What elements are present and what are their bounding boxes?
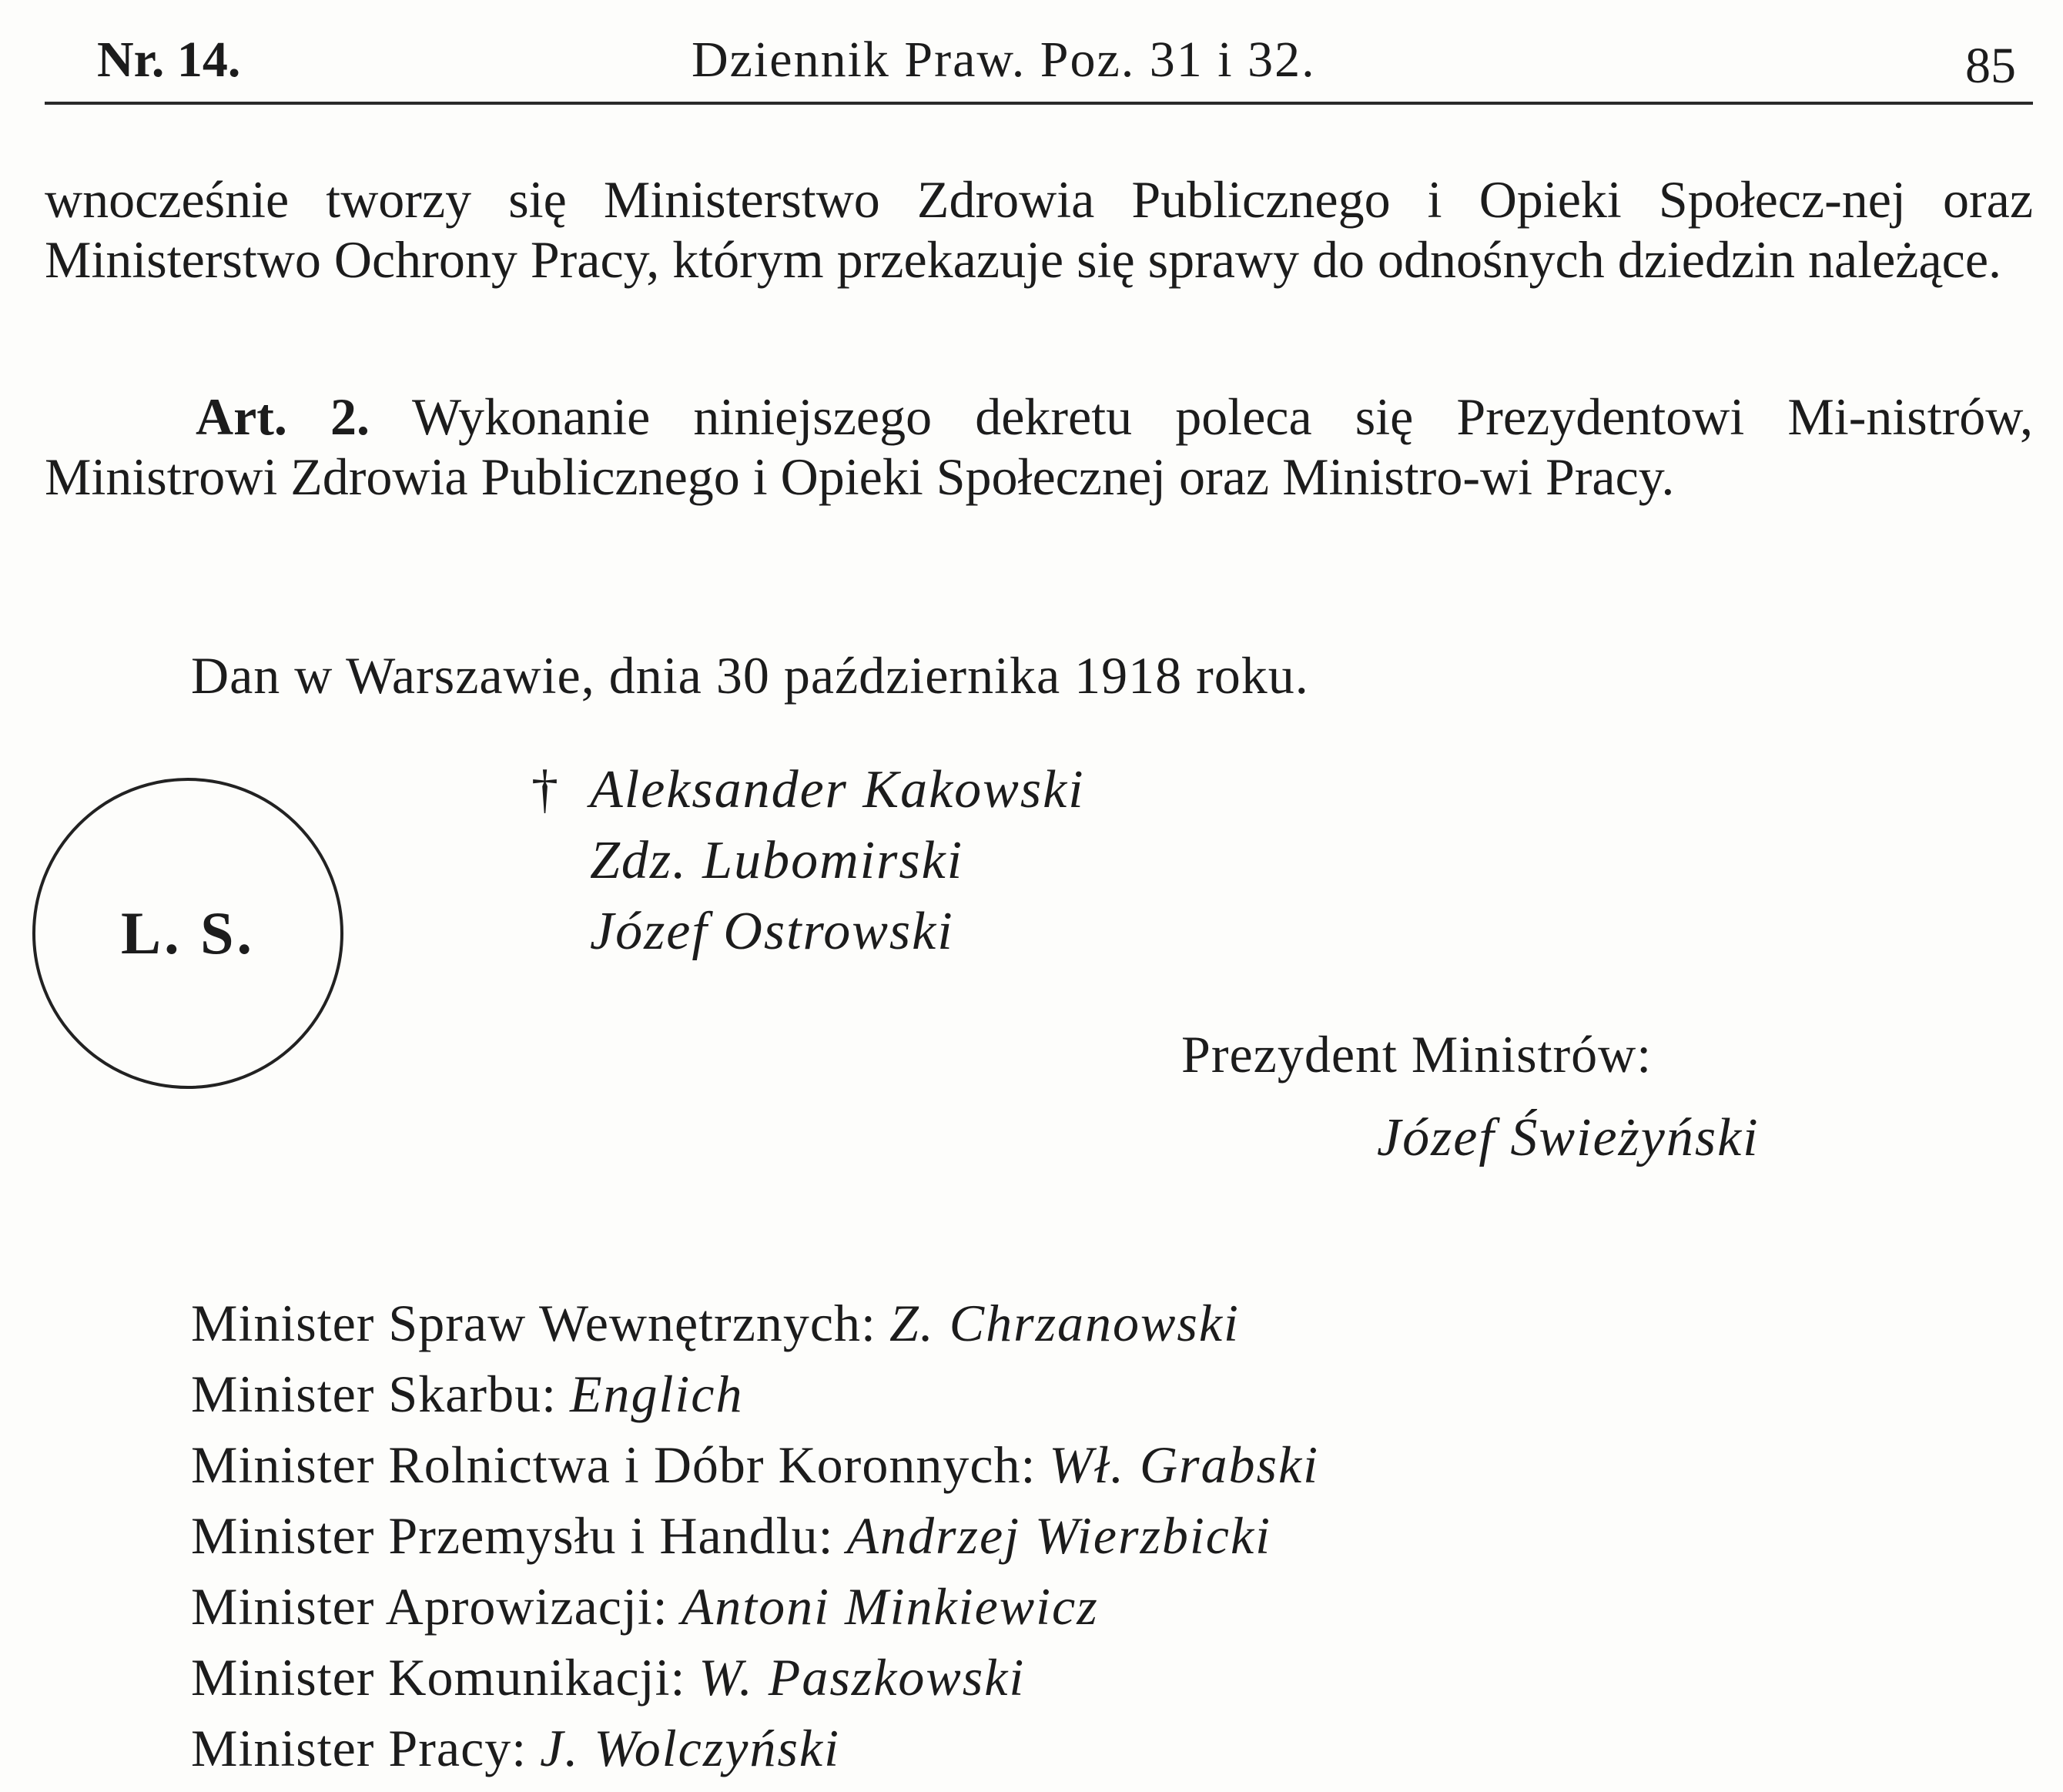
regency-council-signatures — [531, 755, 1085, 967]
seal-label: L. S. — [121, 899, 255, 966]
paragraph-continuation: wnocześnie tworzy się Ministerstwo Zdrowia Publicznego i Opieki Społecz-nej oraz Ministerstwo Ochrony Pracy, którym przekazuje się sprawy do odnośnych dziedzin należące. — [45, 170, 2033, 289]
signatory-name: Aleksander Kakowski — [590, 760, 1085, 819]
dated-line: Dan w Warszawie, dnia 30 października 1918 roku. — [191, 646, 1309, 705]
minister-row — [191, 1429, 1319, 1500]
page-number: 85 — [1965, 38, 2016, 94]
signatory-name: Józef Ostrowski — [590, 902, 954, 961]
article-2-text: Wykonanie niniejszego dekretu poleca się Prezydentowi Mi-nistrów, Ministrowi Zdrowia Publicznego i Opieki Społecznej oraz Ministro-wi Pracy. — [45, 387, 2033, 506]
minister-row — [191, 1642, 1319, 1713]
minister-row — [191, 1500, 1319, 1571]
minister-office: Minister Skarbu: — [191, 1365, 557, 1423]
president-signature: Józef Świeżyński — [1377, 1108, 1760, 1167]
article-2-paragraph — [45, 387, 2033, 507]
minister-office: Minister Spraw Wewnętrznych: — [191, 1294, 876, 1352]
minister-office: Minister Pracy: — [191, 1719, 527, 1777]
minister-name: Antoni Minkiewicz — [681, 1577, 1099, 1636]
minister-row — [191, 1713, 1319, 1784]
signature-row — [531, 755, 1085, 826]
minister-office: Minister Komunikacji: — [191, 1648, 686, 1707]
article-2-label: Art. 2. — [196, 387, 370, 446]
minister-name: J. Wolczyński — [540, 1719, 840, 1777]
minister-name: W. Paszkowski — [698, 1648, 1026, 1707]
issue-number: Nr. 14. — [97, 32, 241, 88]
minister-name: Englich — [569, 1365, 744, 1423]
header-rule — [45, 102, 2033, 105]
signature-row — [531, 896, 1085, 967]
ministers-list — [191, 1288, 1319, 1784]
minister-office: Minister Rolnictwa i Dóbr Koronnych: — [191, 1435, 1037, 1494]
minister-office: Minister Przemysłu i Handlu: — [191, 1506, 834, 1565]
journal-title: Dziennik Praw. Poz. 31 i 32. — [692, 32, 1316, 88]
minister-office: Minister Aprowizacji: — [191, 1577, 668, 1636]
seal-stamp — [32, 778, 343, 1089]
president-title: Prezydent Ministrów: — [1181, 1025, 1653, 1084]
minister-row — [191, 1571, 1319, 1642]
minister-name: Wł. Grabski — [1049, 1435, 1320, 1494]
running-header — [54, 29, 2025, 94]
cross-icon: † — [531, 760, 560, 819]
minister-row — [191, 1288, 1319, 1358]
minister-name: Andrzej Wierzbicki — [846, 1506, 1272, 1565]
minister-row — [191, 1358, 1319, 1429]
signature-row — [531, 826, 1085, 896]
signatory-name: Zdz. Lubomirski — [590, 831, 964, 890]
minister-name: Z. Chrzanowski — [889, 1294, 1240, 1352]
